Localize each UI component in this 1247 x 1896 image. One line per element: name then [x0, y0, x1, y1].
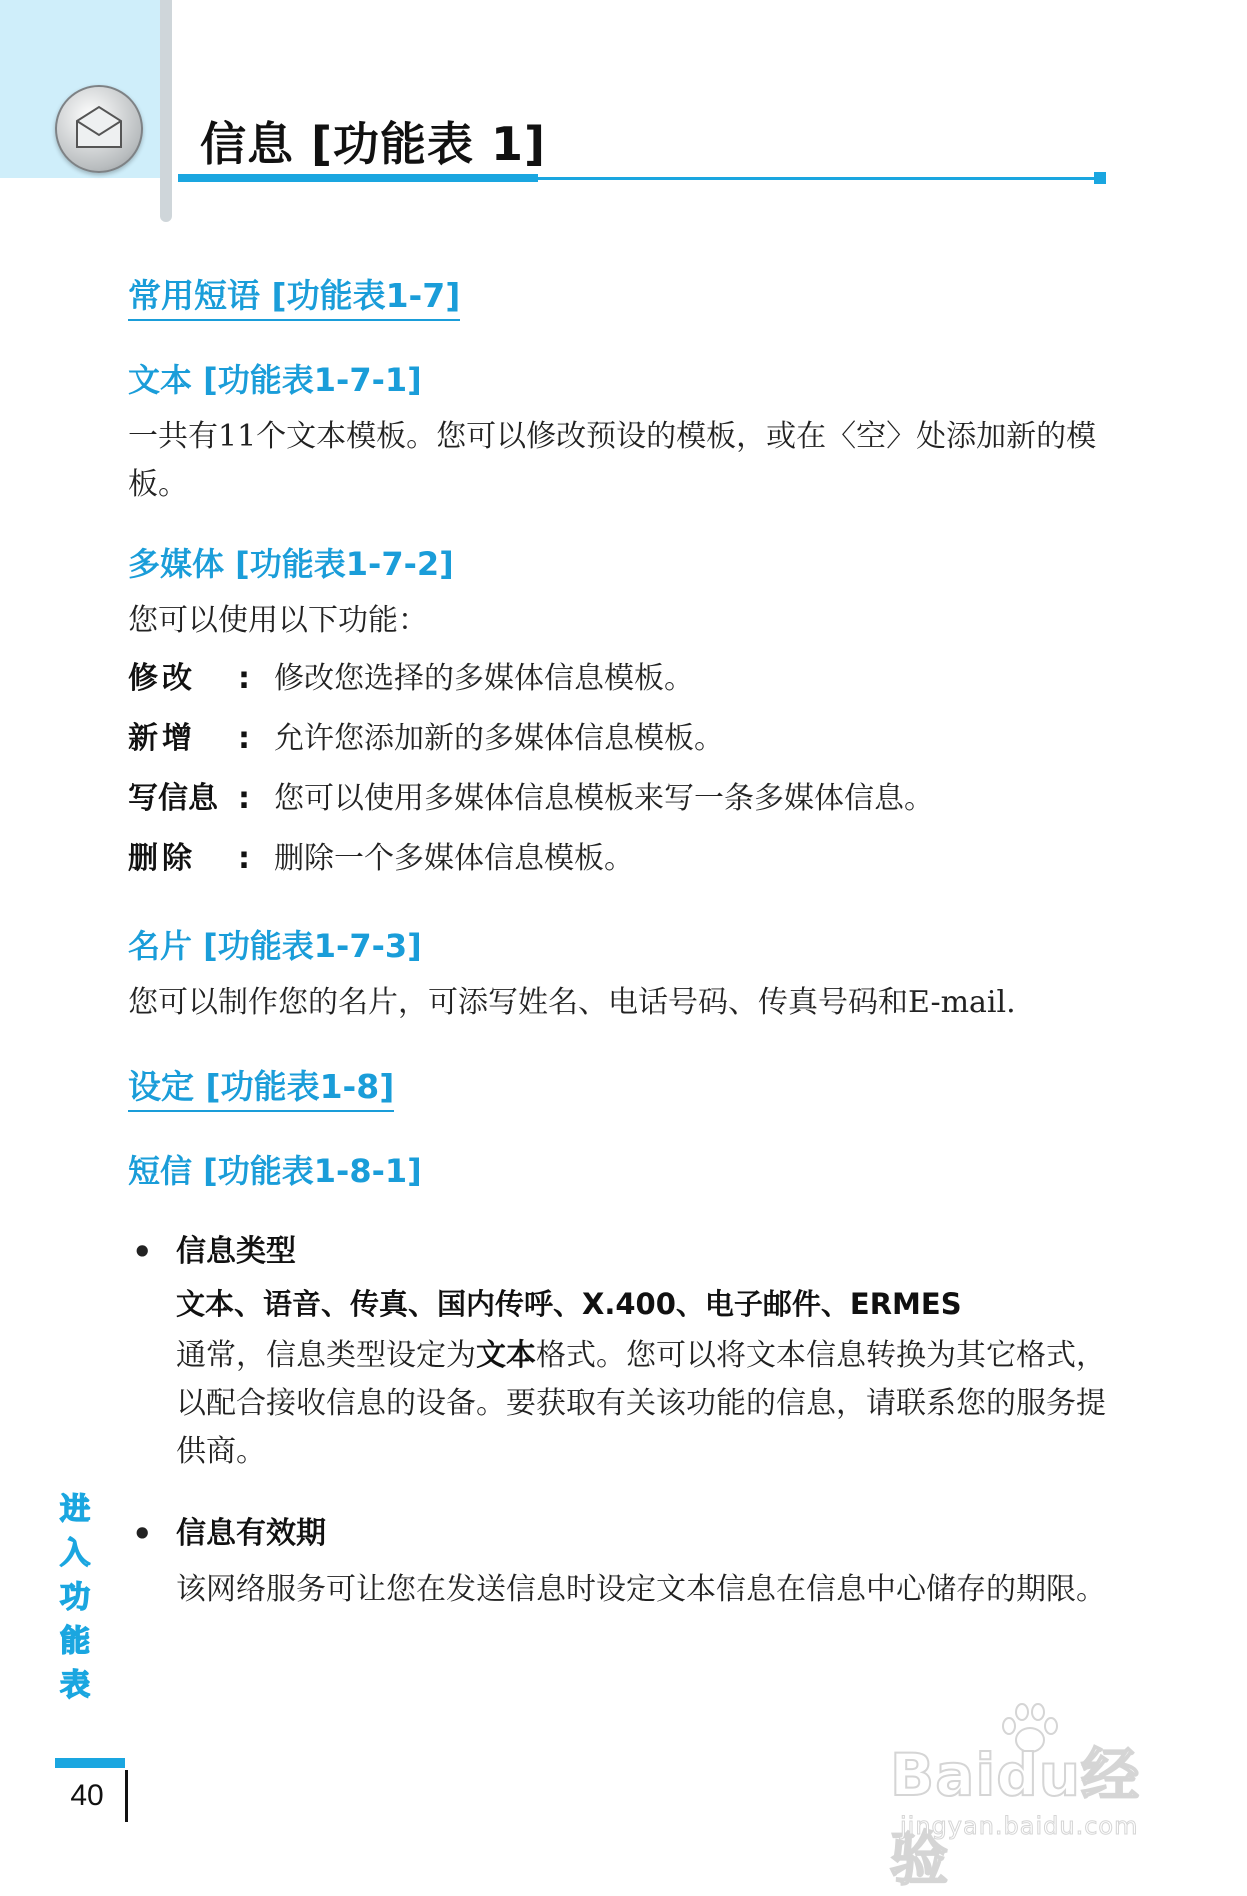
subsection-sms — [128, 1146, 1128, 1614]
term-row — [128, 829, 1128, 889]
page-content — [128, 270, 1128, 1638]
bullet-title: 信息有效期 — [176, 1516, 326, 1551]
term-row — [128, 709, 1128, 769]
page-title: 信息 [功能表 1] — [200, 117, 547, 171]
watermark-main: Baidu经验 — [890, 1741, 1141, 1893]
bullet-text-part: 通常，信息类型设定为 — [176, 1338, 476, 1373]
term-desc: 删除一个多媒体信息模板。 — [274, 841, 634, 876]
mail-icon — [55, 85, 143, 173]
bullet-dot-icon: • — [132, 1233, 153, 1271]
section-heading: 设定 [功能表1-8] — [128, 1061, 394, 1112]
subsection-mms — [128, 539, 1128, 889]
paragraph: 您可以使用以下功能： — [128, 603, 428, 638]
bullet-text — [176, 1332, 1128, 1476]
subsection-heading: 文本 [功能表1-7-1] — [128, 361, 422, 399]
term-desc: 允许您添加新的多媒体信息模板。 — [274, 721, 724, 756]
term-row — [128, 649, 1128, 709]
header-rail — [160, 0, 172, 222]
term-label: 删除 — [128, 841, 196, 876]
term-row — [128, 769, 1128, 829]
term-colon: : — [238, 841, 250, 876]
page-number-box — [55, 1770, 128, 1822]
subsection-heading: 多媒体 [功能表1-7-2] — [128, 545, 454, 583]
paragraph: 您可以制作您的名片，可添写姓名、电话号码、传真号码和E-mail. — [128, 985, 1016, 1020]
term-desc: 您可以使用多媒体信息模板来写一条多媒体信息。 — [274, 781, 934, 816]
side-label: 进入功能表 — [60, 1492, 90, 1703]
bullet-text-bold: 文本 — [476, 1338, 536, 1373]
bullet-item — [128, 1228, 1128, 1476]
bullet-options: 文本、语音、传真、国内传呼、X.400、电子邮件、ERMES — [176, 1287, 962, 1321]
term-label: 写信息 — [128, 781, 218, 816]
term-list — [128, 649, 1128, 889]
page-number-bar — [55, 1758, 125, 1768]
watermark-sub: jingyan.baidu.com — [900, 1812, 1139, 1840]
subsection-heading: 短信 [功能表1-8-1] — [128, 1152, 422, 1190]
term-colon: : — [238, 661, 250, 696]
term-desc: 修改您选择的多媒体信息模板。 — [274, 661, 694, 696]
term-colon: : — [238, 721, 250, 756]
paragraph: 一共有11个文本模板。您可以修改预设的模板，或在〈空〉处添加新的模板。 — [128, 419, 1097, 502]
section-settings — [128, 1061, 1128, 1614]
title-rule-accent — [178, 174, 538, 182]
subsection-card — [128, 921, 1128, 1027]
bullet-title: 信息类型 — [176, 1234, 296, 1269]
bullet-item — [128, 1510, 1128, 1614]
subsection-heading: 名片 [功能表1-7-3] — [128, 927, 422, 965]
page-number: 40 — [70, 1779, 104, 1812]
bullet-text: 该网络服务可让您在发送信息时设定文本信息在信息中心储存的期限。 — [176, 1572, 1106, 1607]
section-heading: 常用短语 [功能表1-7] — [128, 270, 460, 321]
subsection-text — [128, 355, 1128, 509]
term-label: 新增 — [128, 721, 196, 756]
watermark — [890, 1700, 1190, 1893]
term-label: 修改 — [128, 661, 196, 696]
bullet-text-part: 格式。您可以将文本信息转换为其它格式，以配合接收信息的设备。要获取有关该功能的信息，请联系您的服务提供商。 — [176, 1338, 1106, 1469]
section-phrases — [128, 270, 1128, 1027]
title-rule-end — [1094, 172, 1106, 184]
bullet-dot-icon: • — [132, 1515, 153, 1553]
term-colon: : — [238, 781, 250, 816]
